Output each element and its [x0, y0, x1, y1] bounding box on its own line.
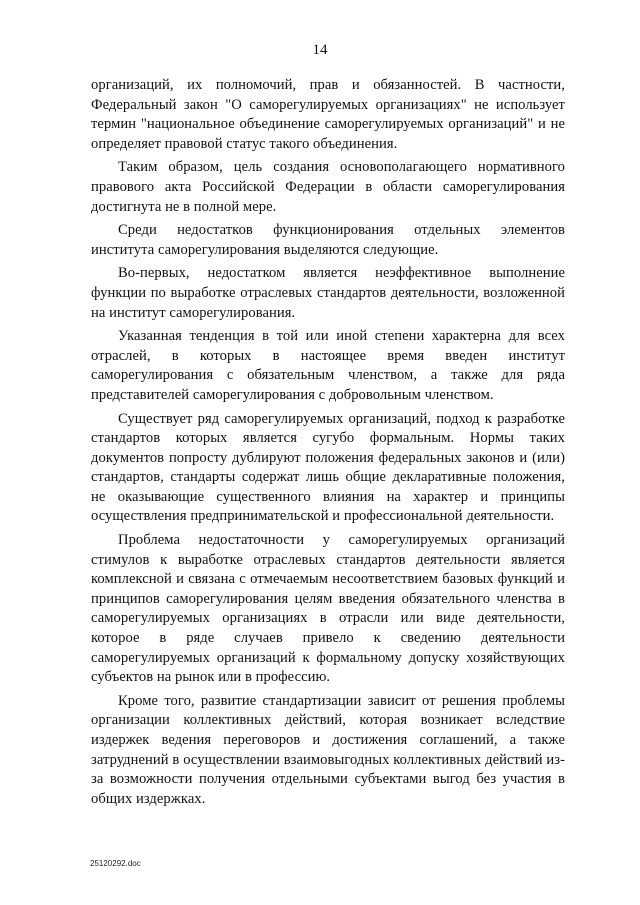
paragraph-3: Среди недостатков функционирования отдельных элементов института саморегулирования выделяются следующие. — [91, 222, 565, 258]
paragraph-1: организаций, их полномочий, прав и обязанностей. В частности, Федеральный закон "О саморегулируемых организациях" не использует термин "национальное объединение саморегулируемых организаций" и не определяет правовой статус такого объединения. — [91, 77, 565, 152]
footer-filename: 25120292.doc — [90, 859, 141, 868]
page-number: 14 — [312, 42, 328, 58]
paragraph-2: Таким образом, цель создания основополагающего нормативного правового акта Российской Федерации в области саморегулирования достигнута не в полной мере. — [91, 159, 565, 215]
paragraph-6: Существует ряд саморегулируемых организаций, подход к разработке стандартов которых является сугубо формальным. Нормы таких документов попросту дублируют положения федеральных законов и (или) стандартов, стандарты содержат лишь общие декларативные положения, не оказывающие существенного влияния на характер и принципы осуществления предпринимательской и профессиональной деятельности. — [91, 410, 565, 525]
paragraph-5: Указанная тенденция в той или иной степени характерна для всех отраслей, в которых в настоящее время введен институт саморегулирования с обязательным членством, а также для ряда представителей саморегулирования с добровольным членством. — [91, 328, 565, 403]
paragraph-8: Кроме того, развитие стандартизации зависит от решения проблемы организации коллективных действий, которая возникает вследствие издержек ведения переговоров и достижения соглашений, а также затруднений в осуществлении взаимовыгодных коллективных действий из-за возможности получения отдельными субъектами выгод без участия в общих издержках. — [91, 692, 565, 807]
document-body — [91, 76, 565, 813]
paragraph-4: Во-первых, недостатком является неэффективное выполнение функции по выработке отраслевых стандартов деятельности, возложенной на институт саморегулирования. — [91, 265, 565, 321]
paragraph-7: Проблема недостаточности у саморегулируемых организаций стимулов к выработке отраслевых стандартов деятельности является комплексной и связана с отмечаемым несоответствием базовых функций и принципов саморегулирования целям введения обязательного членства в саморегулируемых организациях в отрасли или виде деятельности, которое в ряде случаев привело к сведению деятельности саморегулируемых организаций к формальному допуску хозяйствующих субъектов на рынок или в профессию. — [91, 532, 565, 686]
